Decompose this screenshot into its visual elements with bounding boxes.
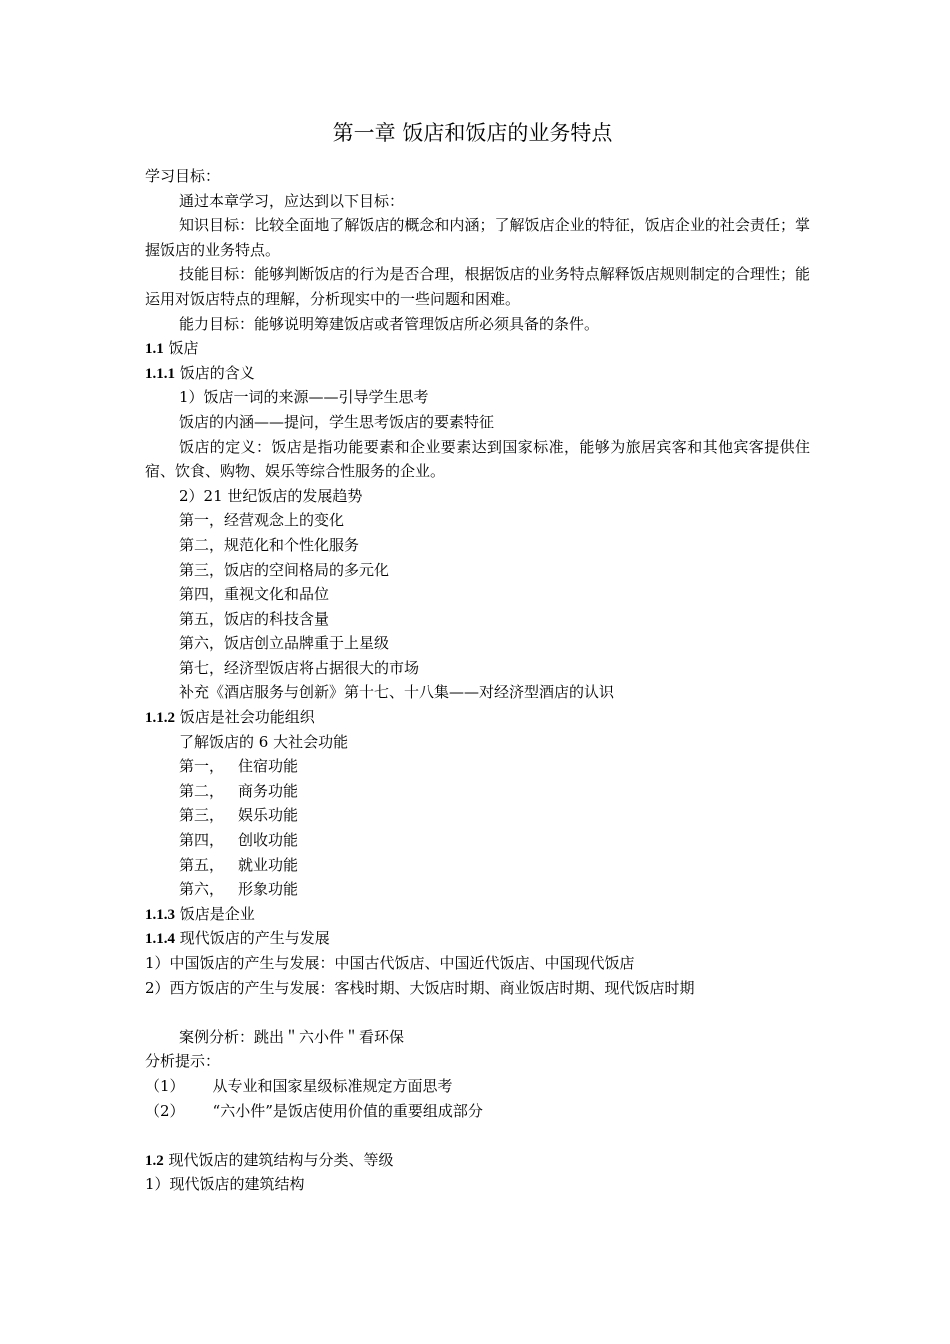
section-number: 1.1.2 xyxy=(145,710,175,727)
list-item xyxy=(145,853,810,878)
ability-objective: 能力目标：能够说明筹建饭店或者管理饭店所必须具备的条件。 xyxy=(179,314,600,333)
case-title: 案例分析：跳出＂六小件＂看环保 xyxy=(179,1027,405,1046)
functions-intro: 了解饭店的 6 大社会功能 xyxy=(179,732,349,751)
list-item: 第七，经济型饭店将占据很大的市场 xyxy=(179,658,420,677)
section-1-1-4 xyxy=(145,926,810,951)
hint-heading: 分析提示： xyxy=(145,1052,221,1071)
hint-number: （2） xyxy=(145,1101,185,1120)
building-structure: 1）现代饭店的建筑结构 xyxy=(145,1175,305,1194)
document-page xyxy=(145,118,810,1197)
list-item: 第二，规范化和个性化服务 xyxy=(179,535,360,554)
ordinal: 第四， xyxy=(179,831,225,850)
list-item xyxy=(145,828,810,853)
hint-text: “六小件”是饭店使用价值的重要组成部分 xyxy=(212,1101,483,1120)
objectives-heading: 学习目标： xyxy=(145,167,221,185)
ordinal: 第六， xyxy=(179,880,225,899)
supplement-note: 补充《酒店服务与创新》第十七、十八集——对经济型酒店的认识 xyxy=(179,683,615,702)
section-number: 1.1.4 xyxy=(145,931,175,948)
ordinal: 第二， xyxy=(179,781,225,800)
section-title: 饭店的含义 xyxy=(179,363,255,382)
hotel-connotation: 饭店的内涵——提问，学生思考饭店的要素特征 xyxy=(179,412,495,431)
blank-line xyxy=(145,1123,810,1148)
hint-number: （1） xyxy=(145,1076,185,1095)
blank-line xyxy=(145,1000,810,1025)
section-title: 饭店是社会功能组织 xyxy=(179,708,315,727)
function-name: 娱乐功能 xyxy=(238,806,299,825)
section-1-1-3 xyxy=(145,902,810,927)
section-1-1 xyxy=(145,336,810,361)
trend-heading: 2）21 世纪饭店的发展趋势 xyxy=(179,486,363,505)
list-item xyxy=(145,754,810,779)
list-item: 第三，饭店的空间格局的多元化 xyxy=(179,560,390,579)
list-item: 第五，饭店的科技含量 xyxy=(179,609,330,628)
list-item xyxy=(145,779,810,804)
section-title: 饭店 xyxy=(168,339,199,358)
section-title: 现代饭店的建筑结构与分类、等级 xyxy=(168,1150,394,1169)
chapter-title: 第一章 饭店和饭店的业务特点 xyxy=(332,121,613,145)
list-item: 第一，经营观念上的变化 xyxy=(179,511,345,530)
ordinal: 第五， xyxy=(179,855,225,874)
section-1-1-1 xyxy=(145,361,810,386)
knowledge-objective: 知识目标：比较全面地了解饭店的概念和内涵；了解饭店企业的特征，饭店企业的社会责任；掌握饭店的业务特点。 xyxy=(145,216,810,259)
ordinal: 第三， xyxy=(179,806,225,825)
list-item xyxy=(145,1099,810,1124)
china-hotel-development: 1）中国饭店的产生与发展：中国古代饭店、中国近代饭店、中国现代饭店 xyxy=(145,954,635,972)
hint-text: 从专业和国家星级标准规定方面思考 xyxy=(212,1076,453,1095)
section-number: 1.2 xyxy=(145,1152,164,1169)
hotel-definition: 饭店的定义：饭店是指功能要素和企业要素达到国家标准，能够为旅居宾客和其他宾客提供住宿、饮食、购物、娱乐等综合性服务的企业。 xyxy=(145,437,810,481)
function-name: 创收功能 xyxy=(238,831,299,850)
skill-objective: 技能目标：能够判断饭店的行为是否合理，根据饭店的业务特点解释饭店规则制定的合理性；能运用对饭店特点的理解，分析现实中的一些问题和困难。 xyxy=(145,265,810,308)
function-name: 住宿功能 xyxy=(238,757,299,776)
list-item: 第六，饭店创立品牌重于上星级 xyxy=(179,634,390,653)
function-name: 商务功能 xyxy=(238,781,299,800)
section-title: 饭店是企业 xyxy=(179,904,255,923)
section-1-2 xyxy=(145,1148,810,1173)
objectives-intro: 通过本章学习，应达到以下目标： xyxy=(179,191,405,210)
ordinal: 第一， xyxy=(179,757,225,776)
section-1-1-2 xyxy=(145,705,810,730)
function-name: 就业功能 xyxy=(238,855,299,874)
west-hotel-development: 2）西方饭店的产生与发展：客栈时期、大饭店时期、商业饭店时期、现代饭店时期 xyxy=(145,978,695,997)
section-title: 现代饭店的产生与发展 xyxy=(179,929,330,948)
hotel-word-origin: 1）饭店一词的来源——引导学生思考 xyxy=(179,388,429,407)
list-item xyxy=(145,1074,810,1099)
list-item: 第四，重视文化和品位 xyxy=(179,585,330,604)
list-item xyxy=(145,803,810,828)
section-number: 1.1 xyxy=(145,341,164,358)
function-name: 形象功能 xyxy=(238,880,299,899)
list-item xyxy=(145,877,810,902)
section-number: 1.1.3 xyxy=(145,906,175,923)
section-number: 1.1.1 xyxy=(145,365,175,382)
